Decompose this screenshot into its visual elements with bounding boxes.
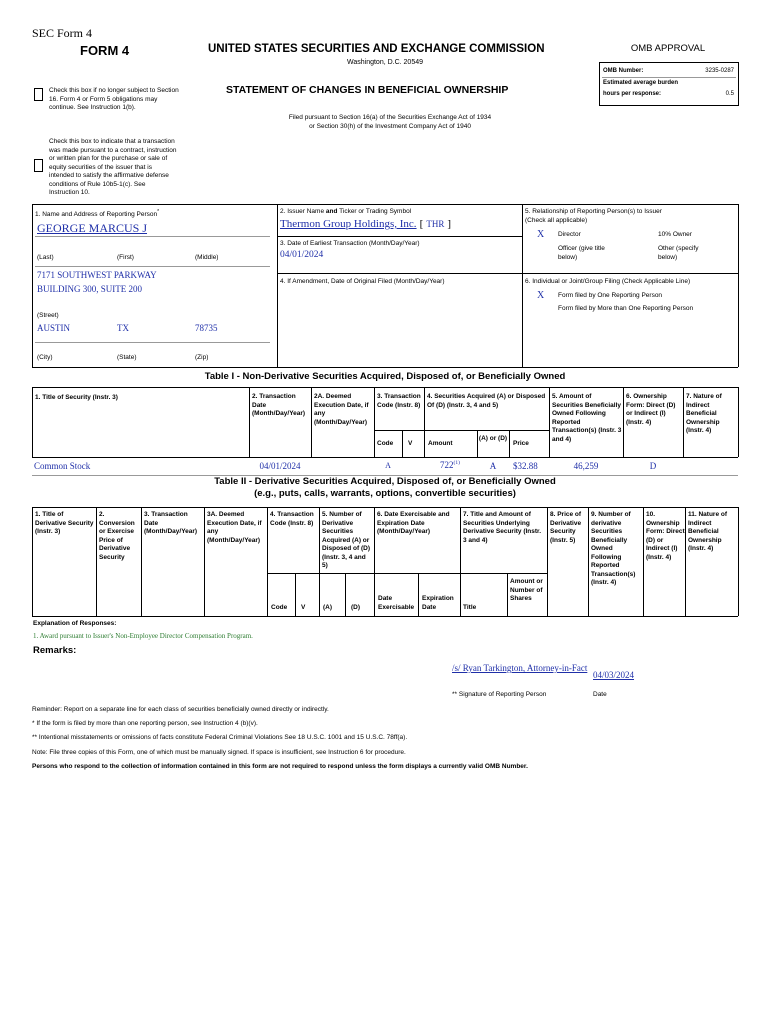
form-title: FORM 4 — [80, 43, 130, 58]
omb-hours-label: hours per response: — [603, 91, 662, 97]
footer-note: Note: File three copies of this Form, one of which must be manually signed. If space is insufficient, see Instruction 6 for procedure. — [32, 748, 406, 756]
t2-h-v-sub: V — [301, 604, 306, 611]
issuer-line: Thermon Group Holdings, Inc. [ THR ] — [280, 218, 452, 230]
t1-row-owned: 46,259 — [573, 461, 599, 471]
omb-details — [599, 62, 739, 106]
t1-h-aord-sub: (A) or (D) — [478, 435, 508, 442]
t1-h-deemed: 2A. Deemed Execution Date, if any (Month/Day/Year) — [314, 393, 369, 426]
t1-h-amount-owned: 5. Amount of Securities Beneficially Owned Following Reported Transaction(s) (Instr. 3 and 4) — [552, 393, 622, 443]
table2-title-line2: (e.g., puts, calls, warrants, options, convertible securities) — [254, 488, 516, 499]
agency-location: Washington, D.C. 20549 — [347, 59, 424, 66]
t2-h-code: 4. Transaction Code (Instr. 8) — [270, 511, 314, 527]
agency-title: UNITED STATES SECURITIES AND EXCHANGE COMMISSION — [208, 43, 545, 55]
t1-h-date: 2. Transaction Date (Month/Day/Year) — [252, 393, 306, 417]
t2-h-form: 10. Ownership Form: Direct (D) or Indirect (I) (Instr. 4) — [646, 511, 685, 561]
omb-number-value: 3235-0287 — [705, 68, 734, 74]
director-label: Director — [558, 231, 581, 238]
omb-title: OMB APPROVAL — [630, 43, 706, 54]
t2-h-price: 8. Price of Derivative Security (Instr. 5) — [550, 511, 582, 544]
rule-10b5-checkbox[interactable] — [34, 159, 43, 172]
t2-h-expiration: Expiration Date — [422, 595, 454, 611]
one-person-mark[interactable]: X — [537, 290, 545, 301]
box4-label: 4. If Amendment, Date of Original Filed (Month/Day/Year) — [280, 278, 445, 285]
zip-value: 78735 — [195, 323, 218, 333]
filed-pursuant — [240, 113, 540, 131]
t1-row-title: Common Stock — [34, 461, 91, 471]
reporting-person-name[interactable]: GEORGE MARCUS J — [37, 221, 148, 235]
t2-h-title-sub: Title — [463, 604, 477, 611]
no-longer-subject-text: Check this box if no longer subject to Section 16. Form 4 or Form 5 obligations may continue. See Instruction 1(b). — [49, 87, 179, 111]
t1-h-amount-sub: Amount — [428, 440, 453, 447]
director-mark[interactable]: X — [537, 229, 545, 240]
explanation-label: Explanation of Responses: — [33, 620, 117, 627]
t2-h-underlying: 7. Title and Amount of Securities Underlying Derivative Security (Instr. 3 and 4) — [463, 511, 542, 544]
box6-label: 6. Individual or Joint/Group Filing (Check Applicable Line) — [525, 278, 691, 285]
t2-h-title: 1. Title of Derivative Security (Instr. 3) — [35, 511, 94, 535]
t2-h-number: 5. Number of Derivative Securities Acquired (A) or Disposed of (D) (Instr. 3, 4 and 5) — [322, 511, 371, 569]
t1-h-title: 1. Title of Security (Instr. 3) — [35, 394, 118, 401]
street-address — [37, 268, 157, 296]
signature: /s/ Ryan Tarkington, Attorney-in-Fact — [452, 663, 588, 673]
t1-row-amount: 722$^{(1)}$ — [440, 460, 460, 470]
t1-row-date: 04/01/2024 — [259, 461, 301, 471]
t1-row-form: D — [649, 461, 657, 471]
box1-label: 1. Name and Address of Reporting Person* — [35, 209, 160, 219]
state-value: TX — [117, 323, 129, 333]
first-label: (First) — [117, 254, 134, 261]
rule-10b5-text: Check this box to indicate that a transaction was made pursuant to a contract, instruction or written plan for the purchase or sale of equity securities of the issuer that is intended to satisfy the affirmative defense conditions of Rule 10b5-1(c). See Instruction 10. — [49, 138, 177, 196]
omb-number-label: OMB Number: — [603, 68, 644, 74]
footer-star: * If the form is filed by more than one reporting person, see Instruction 4 (b)(v). — [32, 720, 258, 728]
earliest-transaction-date: 04/01/2024 — [280, 250, 324, 260]
doc-label: SEC Form 4 — [32, 26, 93, 40]
t1-h-v-sub: V — [408, 440, 413, 447]
box5-label: 5. Relationship of Reporting Person(s) to Issuer (Check all applicable) — [525, 208, 662, 224]
t1-row-code: A — [385, 461, 391, 470]
t2-h-nature: 11. Nature of Indirect Beneficial Ownership (Instr. 4) — [688, 511, 728, 552]
signature-date: 04/03/2024 — [593, 670, 635, 680]
one-person-label: Form filed by One Reporting Person — [558, 292, 663, 299]
ten-percent-owner-label: 10% Owner — [658, 231, 692, 238]
more-persons-label: Form filed by More than One Reporting Person — [558, 305, 694, 312]
table2-title-line1: Table II - Derivative Securities Acquired, Disposed of, or Beneficially Owned — [214, 476, 556, 487]
t1-row-aord: A — [489, 461, 497, 471]
street-line-1: 7171 SOUTHWEST PARKWAY — [37, 270, 157, 280]
t1-h-ownership-form: 6. Ownership Form: Direct (D) or Indirect (I) (Instr. 4) — [626, 393, 676, 426]
box2-label: 2. Issuer Name and Ticker or Trading Symbol — [280, 208, 412, 215]
omb-hours-value: 0.5 — [725, 91, 734, 97]
t2-h-deemed: 3A. Deemed Execution Date, if any (Month/Day/Year) — [207, 511, 262, 544]
table2-title — [32, 476, 738, 500]
t2-h-exercisable: 6. Date Exercisable and Expiration Date (Month/Day/Year) — [377, 511, 450, 535]
city-label: (City) — [37, 354, 53, 361]
t2-h-amount-shares: Amount or Number of Shares — [510, 578, 543, 602]
footer-double-star: ** Intentional misstatements or omissions of facts constitute Federal Criminal Violations See 18 U.S.C. 1001 and 15 U.S.C. 78ff(a). — [32, 734, 408, 742]
table1-title: Table I - Non-Derivative Securities Acquired, Disposed of, or Beneficially Owned — [204, 371, 566, 382]
zip-label: (Zip) — [195, 354, 209, 361]
last-label: (Last) — [37, 254, 54, 261]
explanation-note-1: 1. Award pursuant to Issuer's Non-Employee Director Compensation Program. — [33, 632, 253, 640]
omb-approval-box — [599, 43, 737, 54]
t1-h-code-sub: Code — [377, 440, 394, 447]
date-label: Date — [593, 691, 607, 698]
middle-label: (Middle) — [195, 254, 219, 261]
t2-h-date-exercisable: Date Exercisable — [378, 595, 415, 611]
state-label: (State) — [117, 354, 137, 361]
omb-burden-label: Estimated average burden — [603, 80, 679, 86]
statement-title: STATEMENT OF CHANGES IN BENEFICIAL OWNERSHIP — [226, 84, 509, 96]
t2-h-date: 3. Transaction Date (Month/Day/Year) — [144, 511, 198, 535]
filed-line-1: Filed pursuant to Section 16(a) of the Securities Exchange Act of 1934 — [288, 114, 492, 121]
footer-omb: Persons who respond to the collection of information contained in this form are not required to respond unless the form displays a currently valid OMB Number. — [32, 762, 528, 770]
no-longer-subject-checkbox[interactable] — [34, 88, 43, 101]
box3-label: 3. Date of Earliest Transaction (Month/Day/Year) — [280, 240, 420, 247]
footnote-ref[interactable]: (1) — [453, 460, 460, 466]
issuer-name[interactable]: Thermon Group Holdings, Inc. — [280, 218, 417, 230]
t1-h-nature: 7. Nature of Indirect Beneficial Ownership (Instr. 4) — [686, 393, 722, 434]
other-label: Other (specify below) — [658, 245, 699, 261]
officer-label: Officer (give title below) — [558, 245, 605, 261]
ticker-symbol: THR — [426, 219, 445, 229]
footer-notes — [32, 703, 738, 774]
t1-h-price-sub: Price — [513, 440, 529, 447]
t2-h-conversion: 2. Conversion or Exercise Price of Derivative Security — [99, 511, 135, 561]
t1-h-code: 3. Transaction Code (Instr. 8) — [377, 393, 421, 409]
t1-h-securities: 4. Securities Acquired (A) or Disposed Of (D) (Instr. 3, 4 and 5) — [427, 393, 546, 409]
t2-h-owned: 9. Number of derivative Securities Beneficially Owned Following Reported Transaction(s) (Instr. 4) — [591, 511, 636, 586]
footer-reminder: Reminder: Report on a separate line for each class of securities beneficially owned directly or indirectly. — [32, 706, 329, 713]
t2-h-a-sub: (A) — [323, 604, 333, 611]
street-label: (Street) — [37, 312, 59, 319]
t2-h-code-sub: Code — [271, 604, 288, 611]
t1-row-price: $32.88 — [513, 461, 538, 471]
city-value: AUSTIN — [37, 323, 70, 333]
filed-line-2: or Section 30(h) of the Investment Company Act of 1940 — [309, 123, 471, 130]
remarks-label: Remarks: — [33, 645, 77, 656]
t2-h-d-sub: (D) — [351, 604, 361, 611]
street-line-2: BUILDING 300, SUITE 200 — [37, 284, 142, 294]
signature-label: ** Signature of Reporting Person — [452, 691, 547, 698]
